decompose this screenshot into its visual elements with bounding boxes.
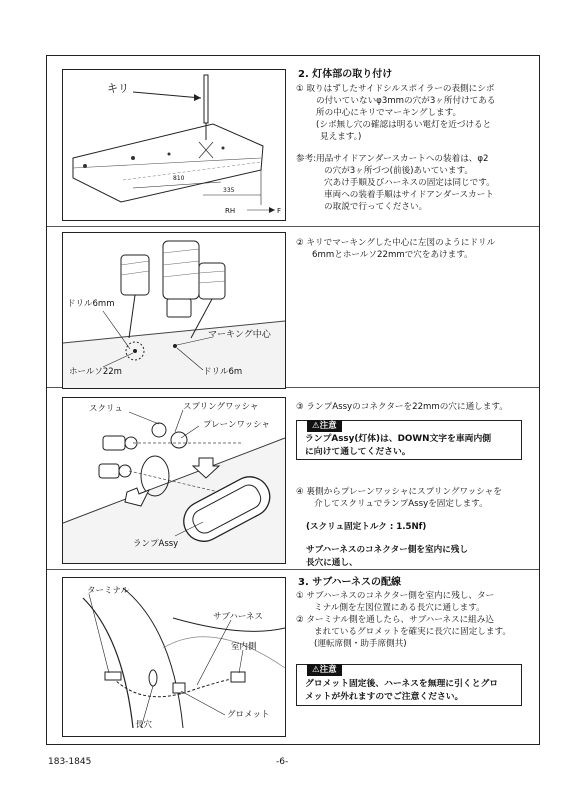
- notice-box-grommet: [296, 664, 522, 706]
- divider: [47, 569, 539, 570]
- drill-6m-label: ドリル6m: [203, 367, 243, 377]
- kiri-label: キリ: [107, 82, 129, 95]
- s3-step-1-line: ミナル側を左図位置にある長穴に通します。: [314, 603, 485, 613]
- step-4-line: ④ 裏側からプレーンワッシャにスプリングワッシャを: [296, 487, 502, 497]
- drill-6mm-label: ドリル6mm: [67, 299, 115, 309]
- section-2-heading: 2. 灯体部の取り付け: [298, 69, 393, 80]
- subharness-note-line: 長穴に通し、: [306, 558, 358, 568]
- terminal-label: ターミナル: [87, 586, 130, 596]
- step-3-line: ③ ランプAssyのコネクターを22mmの穴に通します。: [296, 402, 508, 412]
- plain-washer-label: プレーンワッシャ: [203, 420, 270, 430]
- lamp-assy-label: ランプAssy: [133, 539, 179, 549]
- rh-label: RH: [225, 207, 236, 215]
- divider: [47, 226, 539, 227]
- reference-line: 参考:用品サイドアンダースカートへの装着は、φ2: [296, 154, 489, 164]
- notice-line: ランプAssy(灯体)は、DOWN文字を車両内側: [305, 434, 492, 444]
- dim-335-label: 335: [223, 187, 235, 194]
- notice-line: グロメット固定後、ハーネスを無理に引くとグロ: [305, 679, 499, 689]
- figure-drill-holesaw: [62, 232, 286, 389]
- notice-line: メットが外れますのでご注意ください。: [305, 692, 464, 702]
- step-2-line: 6mmとホールソ22mmで穴をあけます。: [312, 250, 473, 260]
- spring-washer-label: スプリングワッシャ: [183, 402, 259, 412]
- grommet-label: グロメット: [227, 710, 270, 720]
- step-2-line: ② キリでマーキングした中心に左図のようにドリル: [296, 238, 496, 248]
- step-4-line: 介してスクリュでランプAssyを固定します。: [314, 499, 488, 509]
- reference-line: 穴あけ手順及びハーネスの固定は同じです。: [324, 178, 495, 188]
- s3-step-2-line: (運転席側・助手席側共): [314, 639, 407, 649]
- s3-step-1-line: ① サブハーネスのコネクター側を室内に残し、ター: [296, 591, 495, 601]
- figure-drill-marking: [62, 69, 286, 221]
- section-3-heading: 3. サブハーネスの配線: [298, 577, 401, 588]
- step-1-line: の付いていないφ3mmの穴が3ヶ所付けてある: [316, 96, 496, 106]
- doc-number: 183-1845: [48, 757, 92, 767]
- notice-line: に向けて通してください。: [305, 447, 411, 457]
- step-1-line: ① 取りはずしたサイドシルスポイラーの表側にシボ: [296, 84, 495, 94]
- subharness-note-line: サブハーネスのコネクター側を室内に残し: [306, 545, 468, 555]
- page-number: -6-: [276, 757, 289, 767]
- subharness-label: サブハーネス: [213, 612, 263, 622]
- notice-title: ⚠注意: [307, 664, 342, 676]
- dim-810-label: 810: [173, 175, 185, 182]
- reference-line: 車両への装着手順はサイドアンダースカート: [324, 190, 494, 200]
- reference-line: の穴が3ヶ所づつ(前後)あいています。: [324, 166, 473, 176]
- s3-step-2-line: まれているグロメットを確実に長穴に固定します。: [314, 627, 511, 637]
- figure-lamp-assembly: [62, 397, 286, 564]
- s3-step-2-line: ② ターミナル側を通したら、サブハーネスに組み込: [296, 615, 494, 625]
- screw-label: スクリュ: [89, 404, 123, 414]
- holesaw-label: ホールソ22m: [69, 367, 122, 377]
- interior-side-label: 室内側: [231, 642, 257, 652]
- step-1-line: 所の中心にキリでマーキングします。: [316, 108, 462, 118]
- torque-spec: (スクリュ固定トルク : 1.5Nf): [306, 522, 427, 532]
- reference-line: の取説で行ってください。: [324, 202, 428, 212]
- step-1-line: (シボ無し穴の確認は明るい電灯を近づけると: [316, 120, 492, 130]
- marking-center-label: マーキング中心: [208, 330, 271, 340]
- slot-label: 長穴: [135, 720, 153, 730]
- figure-subharness-routing: [62, 577, 286, 737]
- notice-box-lamp: [296, 420, 522, 460]
- f-label: F: [277, 207, 282, 215]
- step-1-line: 見えます。): [320, 132, 362, 142]
- notice-title: ⚠注意: [307, 420, 342, 432]
